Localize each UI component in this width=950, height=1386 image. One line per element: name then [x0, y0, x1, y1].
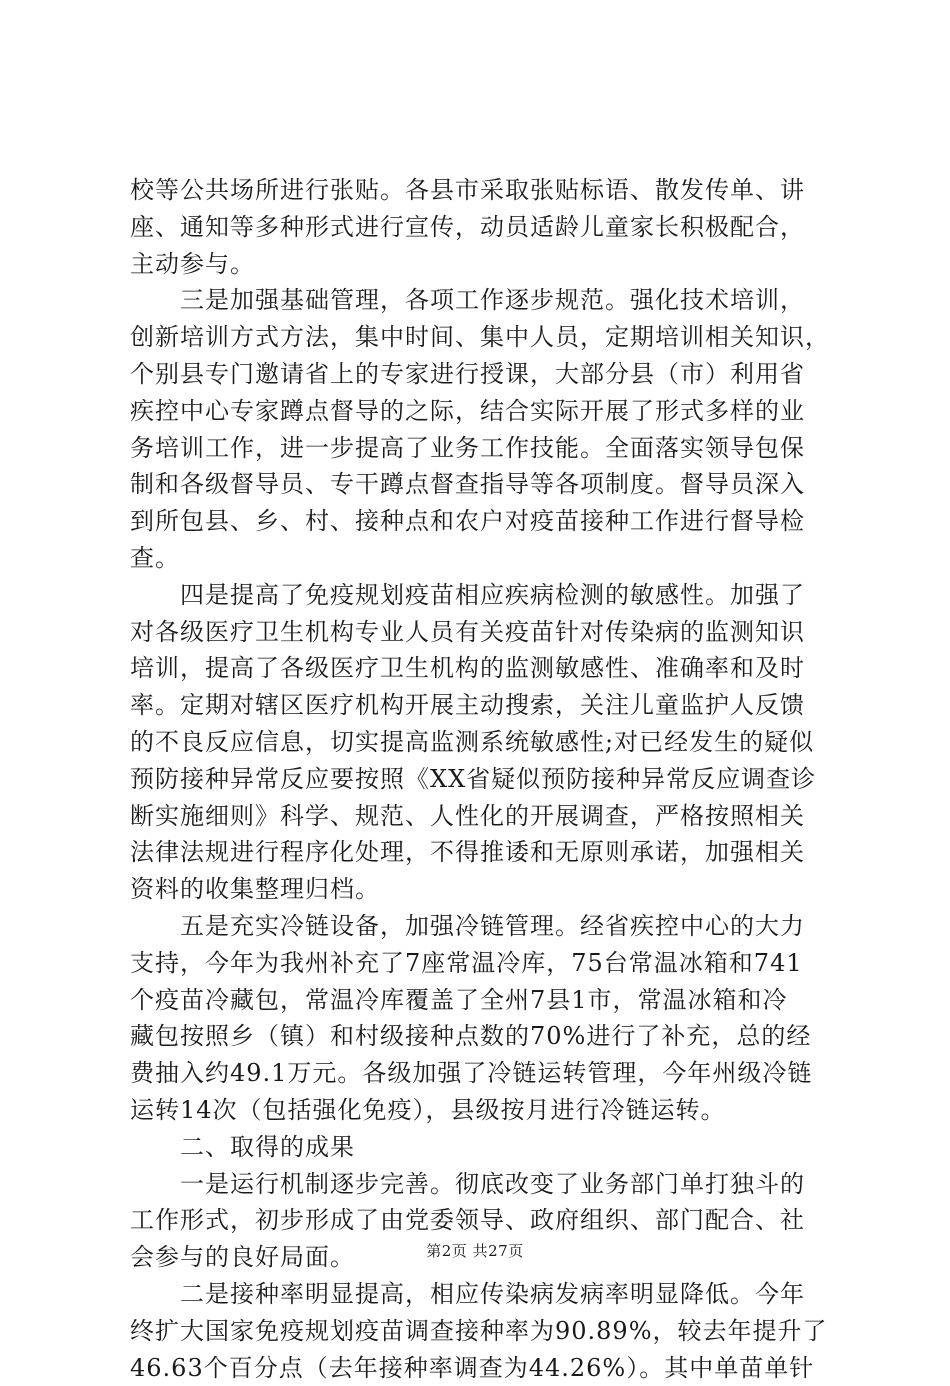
text-line: 法律法规进行程序化处理，不得推诿和无原则承诺，加强相关 [130, 834, 830, 871]
document-body [130, 172, 830, 1386]
text-line: 断实施细则》科学、规范、人性化的开展调查，严格按照相关 [130, 798, 830, 835]
text-line: 创新培训方式方法，集中时间、集中人员，定期培训相关知识， [130, 319, 830, 356]
text-line: 三是加强基础管理，各项工作逐步规范。强化技术培训， [130, 282, 830, 319]
text-line: 的不良反应信息，切实提高监测系统敏感性;对已经发生的疑似 [130, 724, 830, 761]
text-line: 到所包县、乡、村、接种点和农户对疫苗接种工作进行督导检 [130, 503, 830, 540]
text-line: 制和各级督导员、专干蹲点督查指导等各项制度。督导员深入 [130, 466, 830, 503]
text-line: 个疫苗冷藏包，常温冷库覆盖了全州7县1市，常温冰箱和冷 [130, 982, 830, 1019]
text-line: 会参与的良好局面。 [130, 1239, 830, 1276]
text-line: 四是提高了免疫规划疫苗相应疾病检测的敏感性。加强了 [130, 577, 830, 614]
text-line: 疾控中心专家蹲点督导的之际，结合实际开展了形式多样的业 [130, 393, 830, 430]
text-line: 运转14次（包括强化免疫），县级按月进行冷链运转。 [130, 1092, 830, 1129]
text-line: 务培训工作，进一步提高了业务工作技能。全面落实领导包保 [130, 430, 830, 467]
text-line: 二、取得的成果 [130, 1129, 830, 1166]
text-line: 预防接种异常反应要按照《XX省疑似预防接种异常反应调查诊 [130, 761, 830, 798]
text-line: 费抽入约49.1万元。各级加强了冷链运转管理，今年州级冷链 [130, 1055, 830, 1092]
text-line: 主动参与。 [130, 246, 830, 283]
text-line: 对各级医疗卫生机构专业人员有关疫苗针对传染病的监测知识 [130, 614, 830, 651]
text-line: 座、通知等多种形式进行宣传，动员适龄儿童家长积极配合， [130, 209, 830, 246]
text-line: 工作形式，初步形成了由党委领导、政府组织、部门配合、社 [130, 1202, 830, 1239]
text-line: 藏包按照乡（镇）和村级接种点数的70%进行了补充，总的经 [130, 1018, 830, 1055]
text-line: 一是运行机制逐步完善。彻底改变了业务部门单打独斗的 [130, 1166, 830, 1203]
text-line: 校等公共场所进行张贴。各县市采取张贴标语、散发传单、讲 [130, 172, 830, 209]
text-line: 资料的收集整理归档。 [130, 871, 830, 908]
text-line: 培训，提高了各级医疗卫生机构的监测敏感性、准确率和及时 [130, 650, 830, 687]
text-line: 查。 [130, 540, 830, 577]
text-line: 46.63个百分点（去年接种率调查为44.26%）。其中单苗单针 [130, 1350, 830, 1386]
text-line: 二是接种率明显提高，相应传染病发病率明显降低。今年 [130, 1276, 830, 1313]
text-line: 终扩大国家免疫规划疫苗调查接种率为90.89%，较去年提升了 [130, 1313, 830, 1350]
text-line: 五是充实冷链设备，加强冷链管理。经省疾控中心的大力 [130, 908, 830, 945]
text-line: 个别县专门邀请省上的专家进行授课，大部分县（市）利用省 [130, 356, 830, 393]
text-line: 率。定期对辖区医疗机构开展主动搜索，关注儿童监护人反馈 [130, 687, 830, 724]
text-line: 支持，今年为我州补充了7座常温冷库，75台常温冰箱和741 [130, 945, 830, 982]
page-footer: 第2页 共27页 [0, 1241, 950, 1261]
